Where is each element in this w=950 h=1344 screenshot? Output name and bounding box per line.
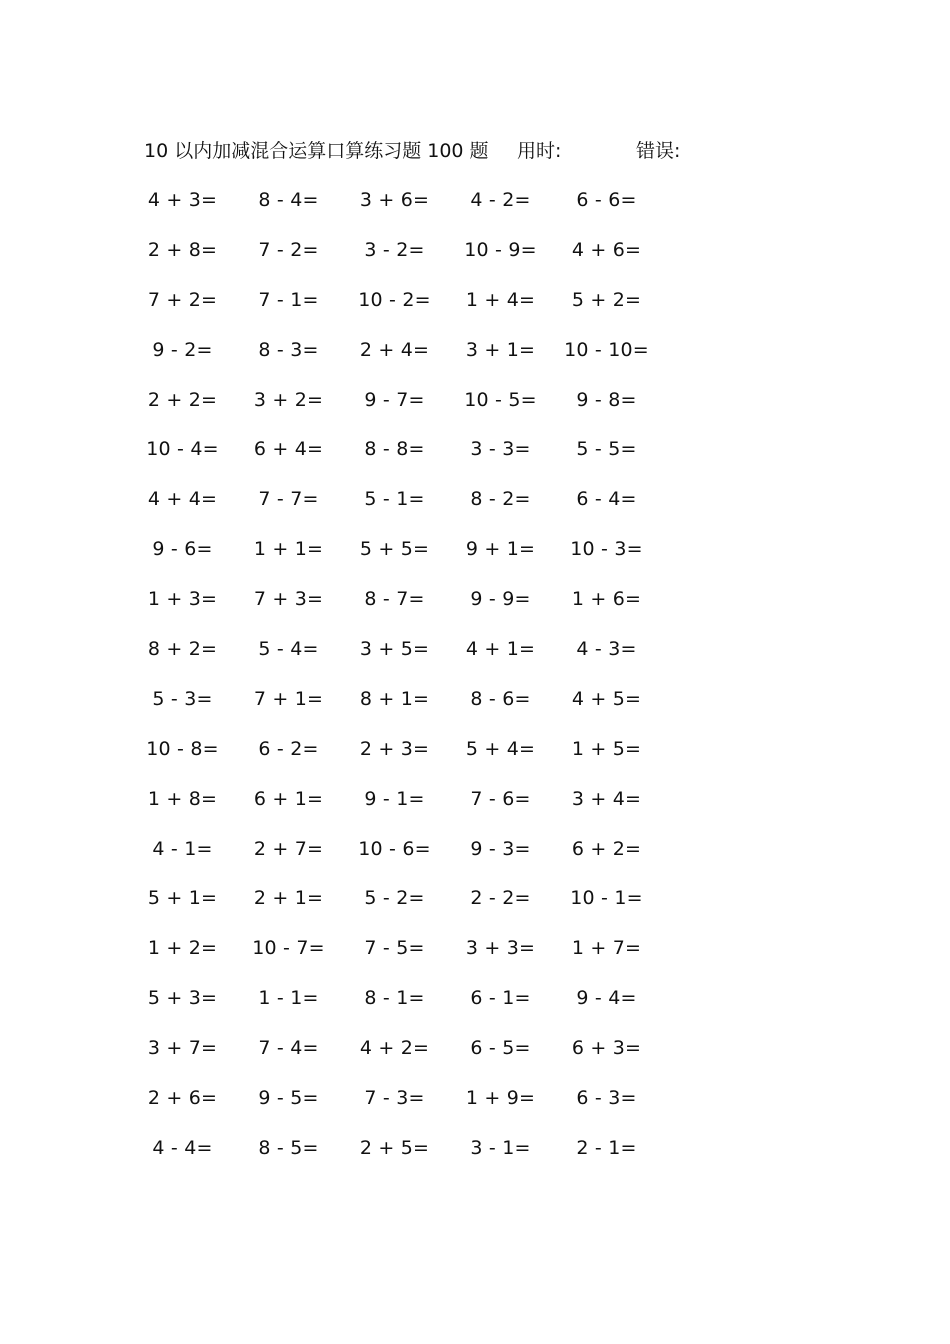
- error-count-label: 错误:: [636, 140, 681, 162]
- arithmetic-problem: 10 - 9=: [464, 238, 537, 261]
- problem-row: [130, 1131, 660, 1181]
- arithmetic-problem: 7 - 5=: [364, 937, 425, 960]
- arithmetic-problem: 2 + 6=: [147, 1087, 218, 1110]
- arithmetic-problem: 3 + 6=: [359, 189, 430, 211]
- arithmetic-problem: 2 + 4=: [359, 338, 430, 361]
- worksheet-title: 10 以内加减混合运算口算练习题 100 题: [144, 140, 489, 162]
- arithmetic-problem: 6 + 4=: [253, 438, 324, 461]
- arithmetic-problem: 1 - 1=: [258, 987, 319, 1010]
- arithmetic-problem: 3 + 7=: [147, 1037, 218, 1060]
- arithmetic-problem: 5 - 1=: [364, 488, 425, 511]
- arithmetic-problem: 1 + 5=: [571, 737, 642, 760]
- arithmetic-problem: 5 - 5=: [576, 438, 637, 461]
- arithmetic-problem: 4 - 2=: [470, 189, 531, 211]
- arithmetic-problem: 3 - 2=: [364, 238, 425, 261]
- arithmetic-problem: 10 - 2=: [358, 288, 431, 311]
- arithmetic-problem: 1 + 4=: [465, 288, 536, 311]
- problem-row: [130, 682, 660, 732]
- arithmetic-problem: 1 + 3=: [147, 588, 218, 611]
- arithmetic-problem: 9 - 9=: [470, 588, 531, 611]
- arithmetic-problem: 1 + 1=: [253, 538, 324, 561]
- arithmetic-problem: 5 - 4=: [258, 638, 319, 661]
- arithmetic-problem: 9 - 3=: [470, 837, 531, 860]
- arithmetic-problem: 1 + 7=: [571, 937, 642, 960]
- arithmetic-problem: 3 + 3=: [465, 937, 536, 960]
- arithmetic-problem: 5 - 2=: [364, 887, 425, 910]
- arithmetic-problem: 4 - 4=: [152, 1136, 213, 1159]
- arithmetic-problem: 7 - 6=: [470, 787, 531, 810]
- arithmetic-problem: 1 + 6=: [571, 588, 642, 611]
- arithmetic-problem: 8 - 3=: [258, 338, 319, 361]
- arithmetic-problem: 5 - 3=: [152, 687, 213, 710]
- problem-row: [130, 582, 660, 632]
- problem-row: [130, 732, 660, 782]
- arithmetic-problem: 3 + 4=: [571, 787, 642, 810]
- problem-row: [130, 1031, 660, 1081]
- problem-row: [130, 283, 660, 333]
- arithmetic-problem: 10 - 1=: [570, 887, 643, 910]
- arithmetic-problem: 1 + 2=: [147, 937, 218, 960]
- arithmetic-problem: 6 - 3=: [576, 1087, 637, 1110]
- arithmetic-problem: 4 + 6=: [571, 238, 642, 261]
- arithmetic-problem: 9 - 7=: [364, 388, 425, 411]
- arithmetic-problem: 7 - 1=: [258, 288, 319, 311]
- arithmetic-problem: 3 + 1=: [465, 338, 536, 361]
- arithmetic-problem: 3 - 1=: [470, 1136, 531, 1159]
- problem-row: [130, 632, 660, 682]
- arithmetic-problem: 2 + 2=: [147, 388, 218, 411]
- problem-row: [130, 832, 660, 882]
- arithmetic-problem: 10 - 3=: [570, 538, 643, 561]
- arithmetic-problem: 2 + 8=: [147, 238, 218, 261]
- arithmetic-problem: 6 + 2=: [571, 837, 642, 860]
- arithmetic-problem: 7 - 3=: [364, 1087, 425, 1110]
- arithmetic-problem: 8 + 1=: [359, 687, 430, 710]
- arithmetic-problem: 2 - 2=: [470, 887, 531, 910]
- arithmetic-problem: 4 + 1=: [465, 638, 536, 661]
- arithmetic-problem: 2 + 1=: [253, 887, 324, 910]
- arithmetic-problem: 7 + 3=: [253, 588, 324, 611]
- arithmetic-problem: 10 - 10=: [564, 338, 649, 361]
- arithmetic-problem: 8 - 2=: [470, 488, 531, 511]
- problem-row: [130, 432, 660, 482]
- problem-row: [130, 482, 660, 532]
- arithmetic-problem: 8 + 2=: [147, 638, 218, 661]
- arithmetic-problem: 10 - 8=: [146, 737, 219, 760]
- time-used-label: 用时:: [517, 140, 562, 162]
- problem-row: [130, 881, 660, 931]
- arithmetic-problem: 7 - 7=: [258, 488, 319, 511]
- arithmetic-problem: 5 + 3=: [147, 987, 218, 1010]
- problem-row: [130, 981, 660, 1031]
- problem-row: [130, 183, 660, 233]
- problem-row: [130, 1081, 660, 1131]
- arithmetic-problem: 9 - 5=: [258, 1087, 319, 1110]
- arithmetic-problem: 2 + 3=: [359, 737, 430, 760]
- arithmetic-problem: 9 - 4=: [576, 987, 637, 1010]
- arithmetic-problem: 7 - 4=: [258, 1037, 319, 1060]
- arithmetic-problem: 10 - 4=: [146, 438, 219, 461]
- arithmetic-problem: 4 + 2=: [359, 1037, 430, 1060]
- arithmetic-problem: 8 - 7=: [364, 588, 425, 611]
- arithmetic-problem: 2 - 1=: [576, 1136, 637, 1159]
- arithmetic-problem: 7 - 2=: [258, 238, 319, 261]
- arithmetic-problem: 8 - 4=: [258, 189, 319, 211]
- arithmetic-problem: 6 - 2=: [258, 737, 319, 760]
- arithmetic-problem: 4 + 3=: [147, 189, 218, 211]
- arithmetic-problem: 9 - 8=: [576, 388, 637, 411]
- arithmetic-problem: 6 - 4=: [576, 488, 637, 511]
- arithmetic-problem: 5 + 5=: [359, 538, 430, 561]
- arithmetic-problem: 10 - 7=: [252, 937, 325, 960]
- arithmetic-problem: 6 + 1=: [253, 787, 324, 810]
- arithmetic-problem: 3 - 3=: [470, 438, 531, 461]
- problem-row: [130, 532, 660, 582]
- arithmetic-problem: 9 - 2=: [152, 338, 213, 361]
- arithmetic-problem: 4 - 3=: [576, 638, 637, 661]
- arithmetic-problem: 8 - 1=: [364, 987, 425, 1010]
- arithmetic-problem: 2 + 5=: [359, 1136, 430, 1159]
- problem-row: [130, 383, 660, 433]
- arithmetic-problem: 10 - 6=: [358, 837, 431, 860]
- arithmetic-problem: 5 + 4=: [465, 737, 536, 760]
- arithmetic-problem: 9 - 6=: [152, 538, 213, 561]
- arithmetic-problem: 9 - 1=: [364, 787, 425, 810]
- problem-row: [130, 333, 660, 383]
- arithmetic-problem: 6 - 5=: [470, 1037, 531, 1060]
- arithmetic-problem: 9 + 1=: [465, 538, 536, 561]
- arithmetic-problem: 8 - 6=: [470, 687, 531, 710]
- arithmetic-problem: 5 + 2=: [571, 288, 642, 311]
- arithmetic-problem: 8 - 8=: [364, 438, 425, 461]
- arithmetic-problem: 1 + 8=: [147, 787, 218, 810]
- arithmetic-problem: 7 + 1=: [253, 687, 324, 710]
- arithmetic-problem: 4 - 1=: [152, 837, 213, 860]
- arithmetic-problem: 8 - 5=: [258, 1136, 319, 1159]
- arithmetic-problem: 3 + 5=: [359, 638, 430, 661]
- arithmetic-problem: 2 + 7=: [253, 837, 324, 860]
- arithmetic-problem: 4 + 4=: [147, 488, 218, 511]
- arithmetic-problem: 6 + 3=: [571, 1037, 642, 1060]
- arithmetic-problem: 6 - 6=: [576, 189, 637, 211]
- worksheet-header: [144, 136, 744, 166]
- problem-row: [130, 233, 660, 283]
- arithmetic-problem: 5 + 1=: [147, 887, 218, 910]
- arithmetic-problem: 3 + 2=: [253, 388, 324, 411]
- arithmetic-problem: 6 - 1=: [470, 987, 531, 1010]
- arithmetic-problem: 4 + 5=: [571, 687, 642, 710]
- arithmetic-problem: 7 + 2=: [147, 288, 218, 311]
- problem-row: [130, 931, 660, 981]
- arithmetic-problem: 1 + 9=: [465, 1087, 536, 1110]
- problem-row: [130, 782, 660, 832]
- arithmetic-problem: 10 - 5=: [464, 388, 537, 411]
- problem-grid: [130, 183, 660, 1181]
